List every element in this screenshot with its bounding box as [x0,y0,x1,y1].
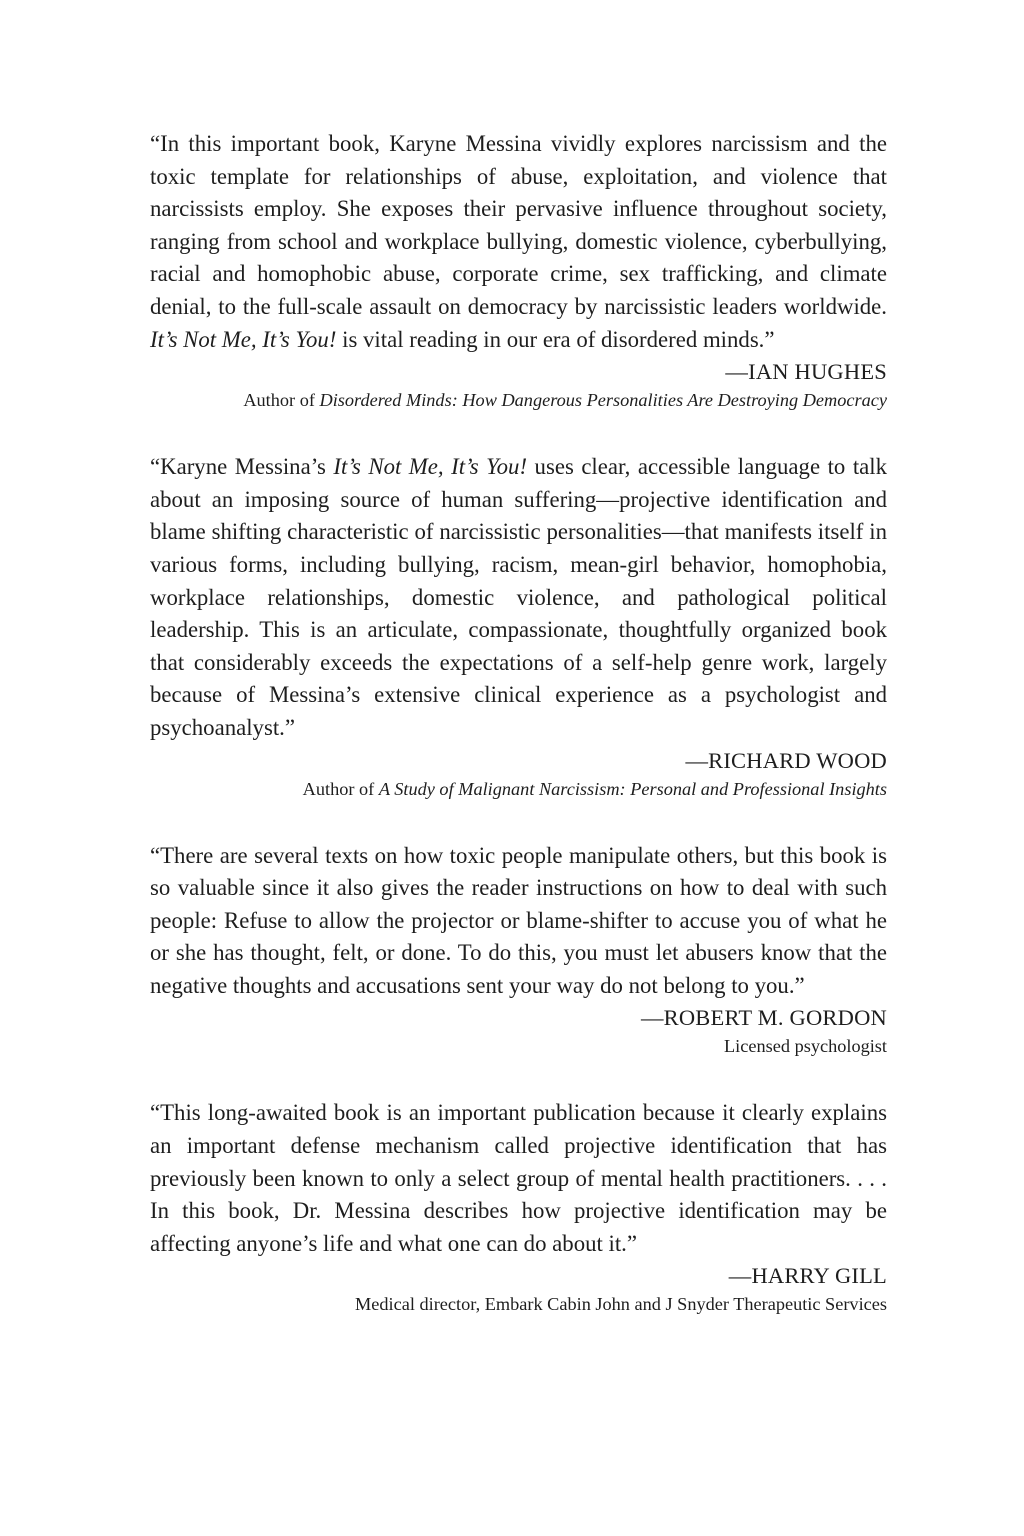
endorsement-quote: “There are several texts on how toxic people manipulate others, but this book is so valuable since it also gives the reader instructions on how to deal with such people: Refuse to allow the projector or blame-shifter to accuse you of what he or she has thought, felt, or done. To do this, you must let abusers know that the negative thoughts and accusations sent your way do not belong to you.” [150,842,887,998]
quote-text: “In this important book, Karyne Messina vividly explores narcissism and the toxic template for relationships of abuse, exploitation, and violence that narcissists employ. She exposes their pervasive influence throughout society, ranging from school and workplace bullying, domestic violence, cyberbullying, racial and homophobic abuse, corporate crime, sex trafficking, and climate denial, to the full-scale assault on democracy by narcissistic leaders worldwide. [150,131,887,319]
endorser-credit: Medical director, Embark Cabin John and J Snyder Therapeutic Services [355,1294,887,1315]
quote-text: uses clear, accessible language to talk about an imposing source of human suffering—projective identification and blame shifting characteristic of narcissistic personalities—that manifests itself in various forms, including bullying, racism, mean-girl behavior, homophobia, workplace relationships, domestic violence, and pathological political leadership. This is an articulate, compassionate, thoughtfully organized book that considerably exceeds the expectations of a self-help genre work, largely because of Messina’s extensive clinical experience as a psychologist and psychoanalyst.” [150,454,887,740]
book-title: It’s Not Me, It’s You! [150,326,337,352]
credit-book-title: A Study of Malignant Narcissism: Personal and Professional Insights [378,778,887,799]
book-title: It’s Not Me, It’s You! [333,454,528,480]
endorser-name: —HARRY GILL [728,1263,887,1289]
credit-prefix: Author of [302,778,379,799]
endorsement-quote [150,128,887,356]
endorser-credit [150,776,887,802]
quote-text: “Karyne Messina’s [150,454,334,480]
endorser-name: —ROBERT M. GORDON [640,1005,887,1031]
credit-prefix: Author of [243,390,320,411]
endorser-credit [150,387,887,413]
endorsements-page [150,128,887,1355]
endorsement-robert-gordon [150,840,887,1060]
endorsement-harry-gill [150,1097,887,1317]
credit-book-title: Disordered Minds: How Dangerous Personalities Are Destroying Democracy [319,390,887,411]
endorser-name: —RICHARD WOOD [685,747,887,773]
endorser-credit: Licensed psychologist [724,1036,887,1057]
endorsement-quote: “This long-awaited book is an important publication because it clearly explains an important defense mechanism called projective identification that has previously been known to only a select group of mental health practitioners. . . . In this book, Dr. Messina describes how projective identification may be affecting anyone’s life and what one can do about it.” [150,1100,887,1256]
endorsement-quote [150,451,887,744]
endorsement-richard-wood [150,451,887,801]
endorser-name: —IAN HUGHES [725,359,887,385]
endorsement-ian-hughes [150,128,887,413]
quote-text: is vital reading in our era of disordered minds.” [336,326,775,352]
